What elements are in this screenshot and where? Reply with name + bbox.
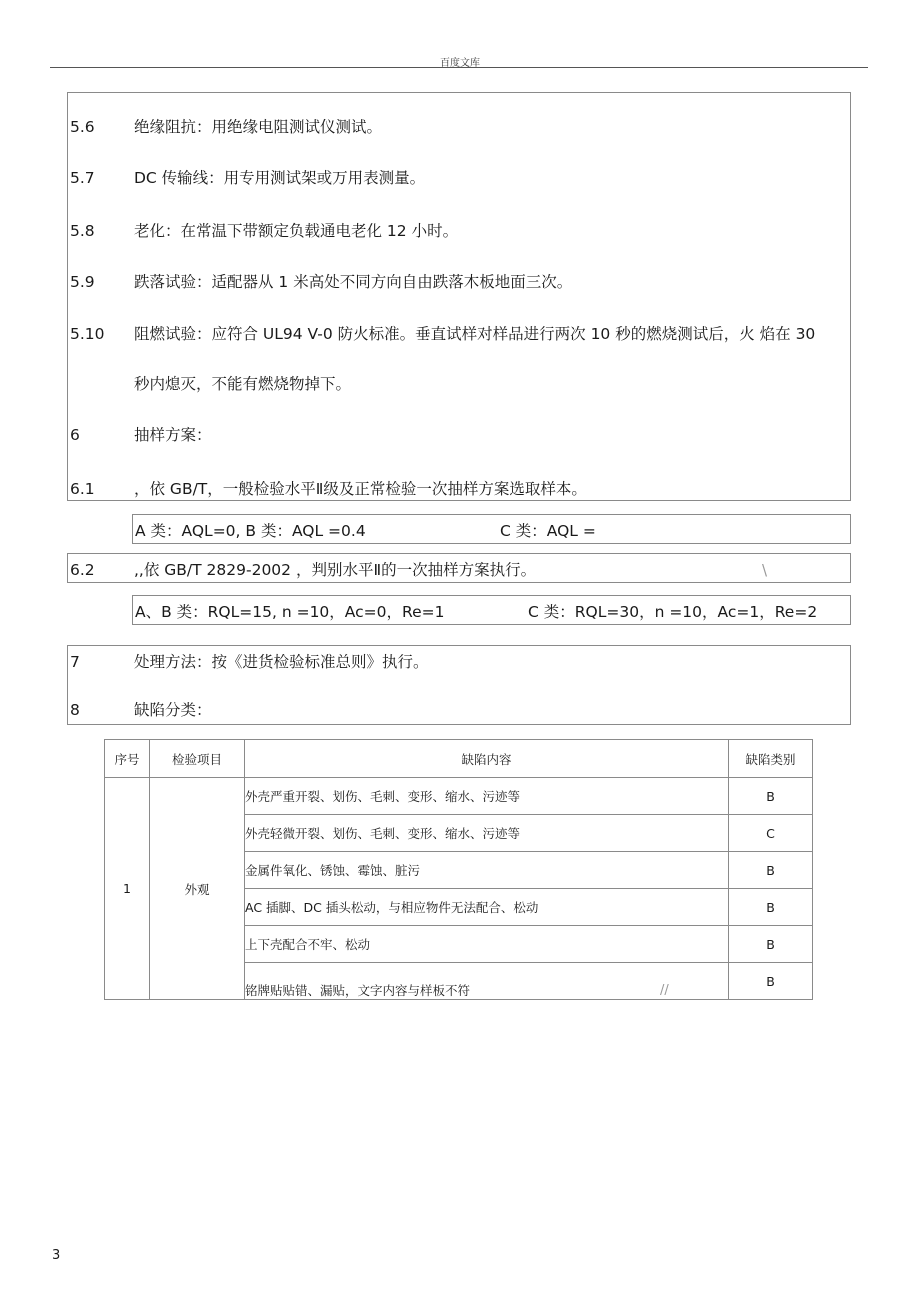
sampling-c-class: C 类：RQL=30，n =10，Ac=1，Re=2 <box>528 603 818 621</box>
section-text: 缺陷分类： <box>134 701 212 719</box>
sampling-c-class: C 类：AQL = <box>500 522 596 540</box>
section-number: 5.7 <box>70 169 95 187</box>
section-number: 7 <box>70 653 80 671</box>
defect-category: B <box>729 889 813 926</box>
defect-category: B <box>729 852 813 889</box>
section-number: 5.10 <box>70 325 105 343</box>
header-defect-category: 缺陷类别 <box>729 740 813 778</box>
page-number: 3 <box>52 1248 61 1263</box>
section-number: 6 <box>70 426 80 444</box>
scan-mark: // <box>660 983 669 998</box>
defect-category: B <box>729 778 813 815</box>
section-text: 老化：在常温下带额定负载通电老化 12 小时。 <box>134 222 459 240</box>
table-row <box>105 778 813 815</box>
header-rule <box>50 67 868 68</box>
defect-table <box>104 739 813 1000</box>
section-text: 绝缘阻抗：用绝缘电阻测试仪测试。 <box>134 118 383 136</box>
defect-category: B <box>729 963 813 1000</box>
header-serial: 序号 <box>105 740 150 778</box>
sampling-ab-classes: A 类：AQL=0, B 类：AQL =0.4 <box>135 522 366 540</box>
defect-category: B <box>729 926 813 963</box>
section-number: 5.9 <box>70 273 95 291</box>
header-inspection-item: 检验项目 <box>150 740 245 778</box>
table-header-row <box>105 740 813 778</box>
defect-category: C <box>729 815 813 852</box>
section-number: 6.2 <box>70 561 95 579</box>
document-header: 百度文库 <box>440 58 480 69</box>
defect-description: 金属件氧化、锈蚀、霉蚀、脏污 <box>245 852 729 889</box>
section-text: 跌落试验：适配器从 1 米高处不同方向自由跌落木板地面三次。 <box>134 273 573 291</box>
section-number: 5.6 <box>70 118 95 136</box>
section-number: 5.8 <box>70 222 95 240</box>
section-text: ,,依 GB/T 2829-2002 ，判别水平Ⅱ的一次抽样方案执行。 <box>134 561 537 579</box>
section-text: 阻燃试验：应符合 UL94 V-0 防火标准。垂直试样对样品进行两次 10 秒的燃烧测试后，火 焰在 30 <box>134 325 816 343</box>
defect-description: AC 插脚、DC 插头松动，与相应物件无法配合、松动 <box>245 889 729 926</box>
defect-description: 外壳轻微开裂、划伤、毛刺、变形、缩水、污迹等 <box>245 815 729 852</box>
section-text: 抽样方案： <box>134 426 212 444</box>
section-text: 处理方法：按《进货检验标准总则》执行。 <box>134 653 429 671</box>
section-number: 6.1 <box>70 480 95 498</box>
defect-description <box>245 963 729 1000</box>
defect-description: 上下壳配合不牢、松动 <box>245 926 729 963</box>
section-text-continuation: 秒内熄灭，不能有燃烧物掉下。 <box>134 375 352 393</box>
sampling-ab-classes: A、B 类：RQL=15, n =10，Ac=0，Re=1 <box>135 603 445 621</box>
group-serial: 1 <box>105 778 150 1000</box>
defect-description-text: 铭牌贴贴错、漏贴，文字内容与样板不符 <box>245 983 471 998</box>
section-text: DC 传输线：用专用测试架或万用表测量。 <box>134 169 426 187</box>
section-text: ，依 GB/T，一般检验水平Ⅱ级及正常检验一次抽样方案选取样本。 <box>134 480 587 498</box>
section-number: 8 <box>70 701 80 719</box>
header-defect-content: 缺陷内容 <box>245 740 729 778</box>
defect-description: 外壳严重开裂、划伤、毛刺、变形、缩水、污迹等 <box>245 778 729 815</box>
scan-mark: \ <box>762 561 768 579</box>
group-item: 外观 <box>150 778 245 1000</box>
